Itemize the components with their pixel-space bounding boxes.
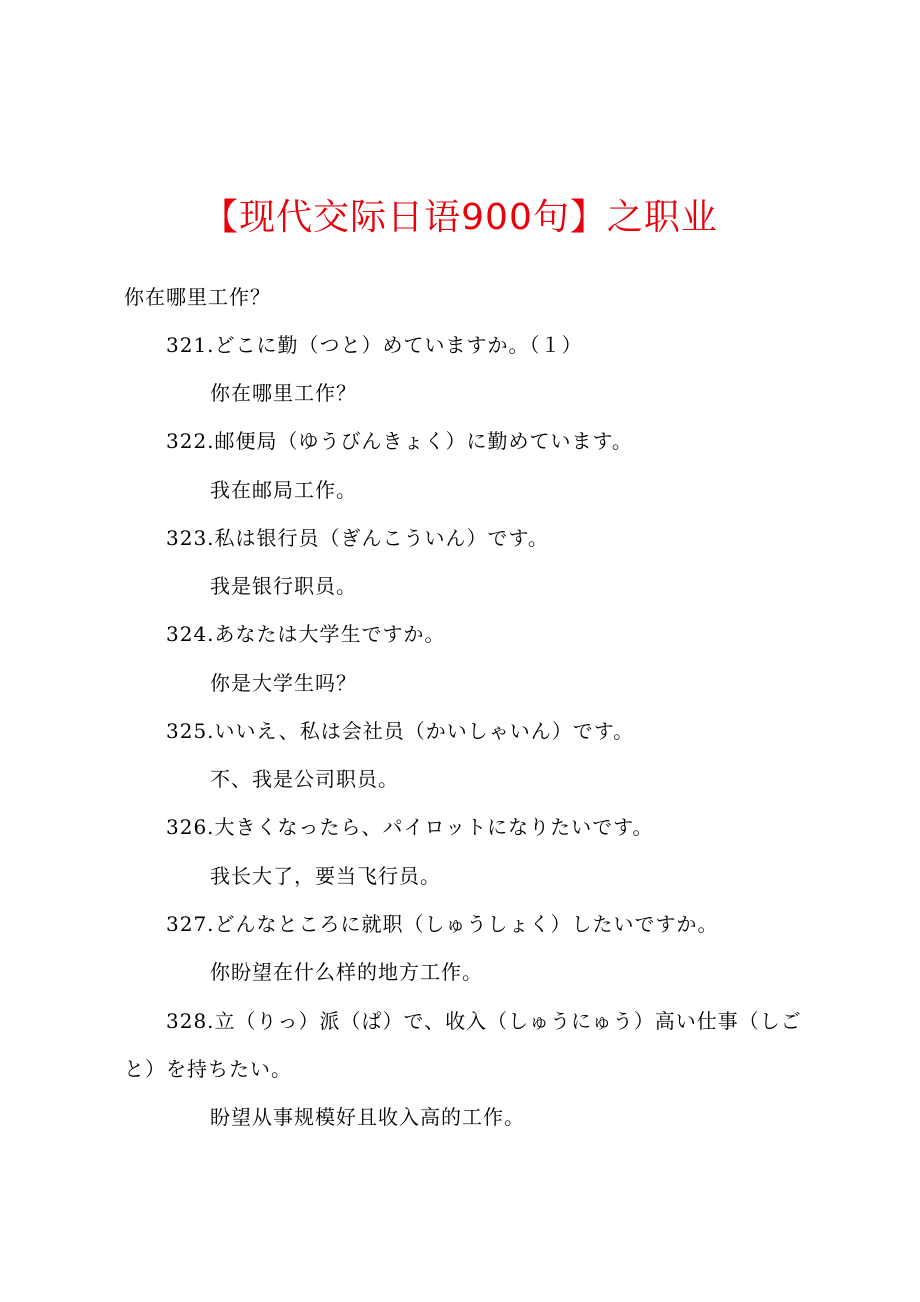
page-title: 【现代交际日语900句】之职业 [202, 197, 718, 238]
sentence-jp-323: 323.私は银行员（ぎんこういん）です。 [166, 526, 549, 550]
sentence-jp-327: 327.どんなところに就职（しゅうしょく）したいですか。 [166, 912, 719, 936]
sentence-jp-325: 325.いいえ、私は会社员（かいしゃいん）です。 [166, 719, 635, 743]
sentence-jp-326: 326.大きくなったら、パイロットになりたいです。 [166, 815, 654, 839]
sentence-cn-326: 我长大了，要当飞行员。 [210, 864, 441, 888]
sentence-cn-321: 你在哪里工作？ [210, 381, 357, 405]
intro-line: 你在哪里工作？ [124, 285, 271, 309]
sentence-jp-328: 328.立（りっ）派（ぱ）で、收入（しゅうにゅう）高い仕事（しご [166, 1009, 802, 1033]
sentence-cn-324: 你是大学生吗？ [210, 671, 357, 695]
sentence-cn-325: 不、我是公司职员。 [210, 767, 399, 791]
sentence-jp-322: 322.邮便局（ゆうびんきょく）に勤めています。 [166, 429, 633, 453]
sentence-cn-328: 盼望从事规模好且收入高的工作。 [210, 1105, 525, 1129]
sentence-jp-328-continued: と）を持ちたい。 [124, 1057, 292, 1081]
sentence-cn-323: 我是银行职员。 [210, 574, 357, 598]
sentence-cn-327: 你盼望在什么样的地方工作。 [210, 960, 483, 984]
sentence-cn-322: 我在邮局工作。 [210, 478, 357, 502]
sentence-jp-321: 321.どこに勤（つと）めていますか。（１） [166, 333, 583, 357]
sentence-jp-324: 324.あなたは大学生ですか。 [166, 622, 446, 646]
